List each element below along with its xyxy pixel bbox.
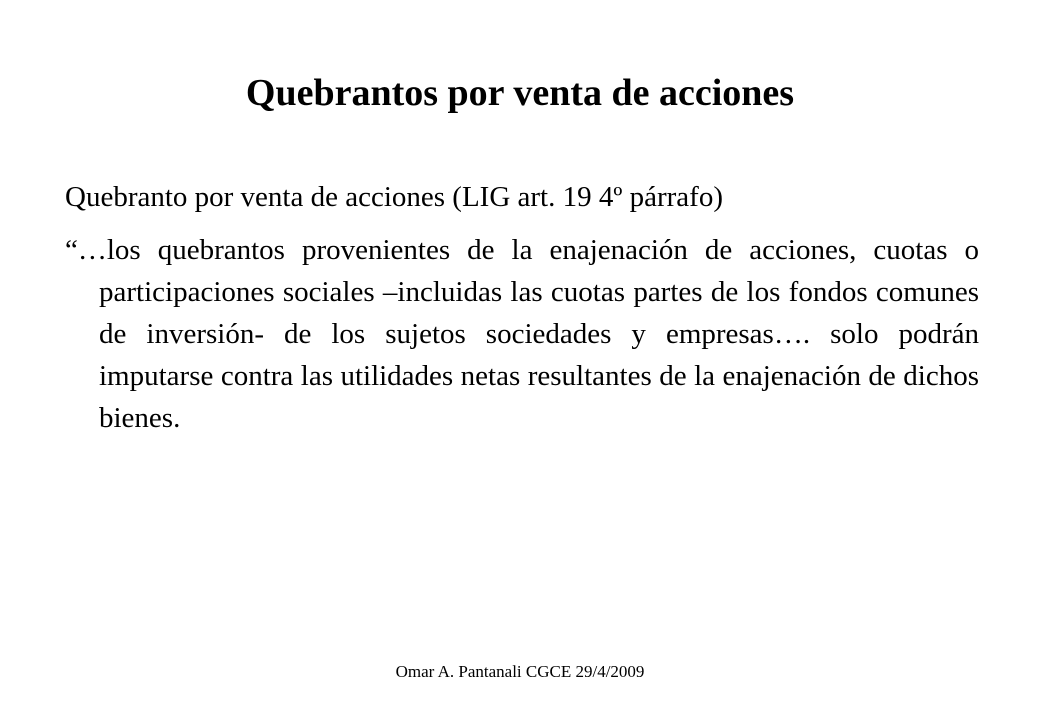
slide-body — [65, 176, 985, 439]
law-reference-line: Quebranto por venta de acciones (LIG art. 19 4º párrafo) — [65, 181, 723, 213]
slide-title: Quebrantos por venta de acciones — [245, 72, 795, 114]
slide-footer: Omar A. Pantanali CGCE 29/4/2009 — [395, 662, 645, 681]
quoted-paragraph: “…los quebrantos provenientes de la enajenación de acciones, cuotas o participaciones sociales –incluidas las cuotas partes de los fondos comunes de inversión- de los sujetos sociedades y empresas…. solo podrán imputarse contra las utilidades netas resultantes de la enajenación de dichos bienes. — [65, 234, 979, 434]
